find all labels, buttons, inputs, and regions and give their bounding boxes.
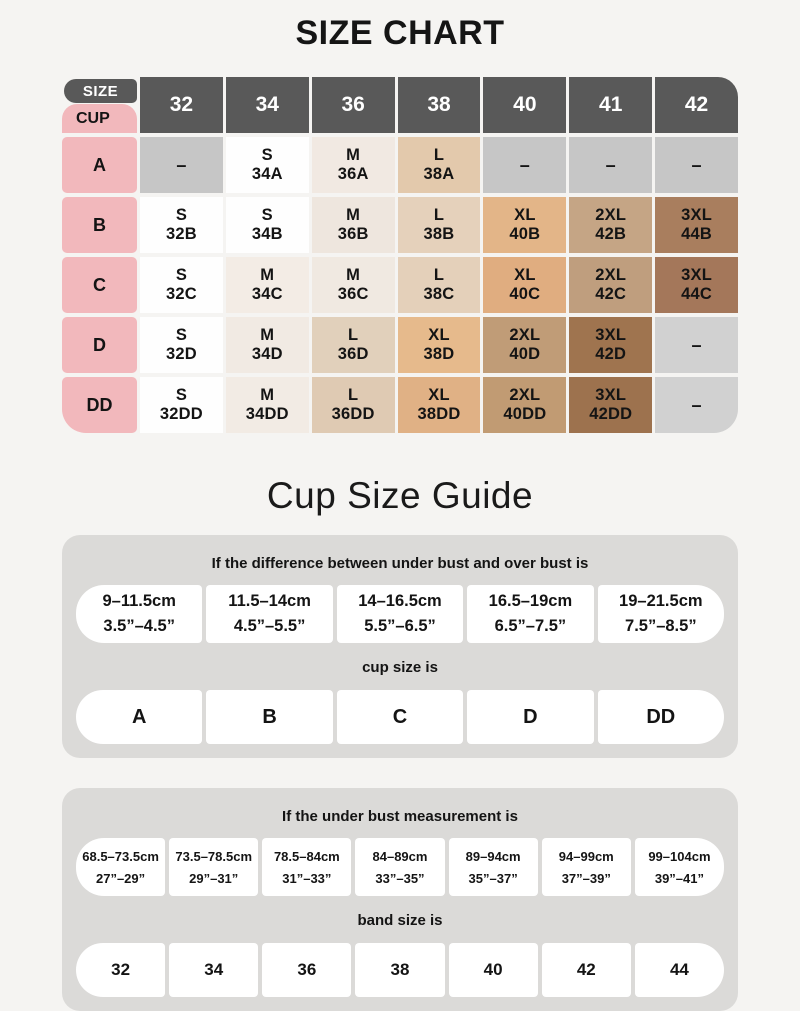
size-cell-40D: [483, 317, 566, 373]
size-cell-letter: L: [433, 266, 445, 285]
cup-letter-row: [76, 690, 724, 744]
size-cell-code: 36D: [337, 345, 369, 363]
difference-range-pill: [598, 585, 724, 643]
not-available-dash: –: [691, 334, 702, 355]
range-cm: 73.5–78.5cm: [175, 848, 253, 864]
under-bust-range-row: [76, 838, 724, 896]
range-inch: 35”–37”: [468, 870, 518, 886]
range-inch: 4.5”–5.5”: [233, 617, 306, 635]
band-size-pill-44: 44: [635, 943, 724, 997]
size-cell-code: 34D: [251, 345, 283, 363]
cup-difference-panel: [62, 535, 738, 758]
size-cell-32D: [140, 317, 223, 373]
size-cell-na-A-42: [655, 137, 738, 193]
difference-range-row: [76, 585, 724, 643]
band-size-pill-34: 34: [169, 943, 258, 997]
size-cell-40DD: [483, 377, 566, 433]
range-cm: 84–89cm: [372, 848, 428, 864]
size-cell-code: 42D: [595, 345, 627, 363]
table-corner-cell: [62, 77, 137, 133]
not-available-dash: –: [691, 154, 702, 175]
cup-letter-pill-D: D: [467, 690, 593, 744]
size-cell-42DD: [569, 377, 652, 433]
range-cm: 9–11.5cm: [102, 592, 176, 610]
size-cell-code: 44C: [681, 285, 712, 303]
size-cell-letter: M: [346, 146, 361, 165]
size-cell-44B: [655, 197, 738, 253]
size-cell-letter: L: [347, 326, 359, 345]
size-cell-34A: [226, 137, 309, 193]
band-size-pill-38: 38: [355, 943, 444, 997]
size-cell-code: 34DD: [245, 405, 289, 423]
size-cell-code: 32DD: [159, 405, 203, 423]
size-cell-letter: XL: [428, 386, 450, 405]
range-cm: 99–104cm: [648, 848, 711, 864]
size-cell-letter: S: [175, 326, 188, 345]
under-bust-heading: If the under bust measurement is: [282, 808, 518, 825]
size-cell-code: 32D: [165, 345, 197, 363]
size-cell-code: 38A: [423, 165, 455, 183]
size-cell-code: 32B: [165, 225, 197, 243]
size-cell-letter: S: [175, 386, 188, 405]
size-cell-code: 42B: [595, 225, 627, 243]
difference-range-pill: [467, 585, 593, 643]
range-inch: 3.5”–4.5”: [103, 617, 175, 635]
size-cell-code: 36B: [337, 225, 369, 243]
size-cell-38C: [398, 257, 481, 313]
size-cell-code: 44B: [681, 225, 712, 243]
range-inch: 39”–41”: [654, 870, 704, 886]
cup-guide-title: Cup Size Guide: [266, 475, 534, 516]
size-cell-34DD: [226, 377, 309, 433]
size-cell-40C: [483, 257, 566, 313]
band-size-row: [76, 943, 724, 997]
size-cell-38D: [398, 317, 481, 373]
band-measurement-panel: [62, 788, 738, 1011]
size-cell-code: 32C: [165, 285, 197, 303]
range-cm: 78.5–84cm: [273, 848, 340, 864]
band-header-34: 34: [226, 77, 309, 133]
size-cell-code: 38DD: [417, 405, 461, 423]
cup-row-label-C: C: [62, 257, 137, 313]
size-cell-36DD: [312, 377, 395, 433]
band-header-36: 36: [312, 77, 395, 133]
range-cm: 68.5–73.5cm: [82, 848, 159, 864]
size-cell-letter: M: [260, 326, 275, 345]
size-cell-letter: 2XL: [509, 386, 541, 405]
under-bust-range-pill: [169, 838, 258, 896]
size-cell-code: 34C: [251, 285, 283, 303]
size-cell-36B: [312, 197, 395, 253]
band-size-pill-42: 42: [542, 943, 631, 997]
range-inch: 27”–29”: [95, 870, 146, 886]
range-cm: 14–16.5cm: [358, 592, 442, 610]
size-cell-32B: [140, 197, 223, 253]
difference-range-pill: [76, 585, 202, 643]
size-cell-code: 38C: [423, 285, 455, 303]
not-available-dash: –: [605, 154, 616, 175]
size-cell-letter: M: [260, 266, 275, 285]
cup-letter-pill-B: B: [206, 690, 332, 744]
size-cell-letter: M: [260, 386, 275, 405]
not-available-dash: –: [691, 394, 702, 415]
size-cell-32DD: [140, 377, 223, 433]
band-header-42: 42: [655, 77, 738, 133]
size-cell-code: 38D: [423, 345, 455, 363]
band-size-pill-40: 40: [449, 943, 538, 997]
size-cell-36C: [312, 257, 395, 313]
size-cell-letter: 3XL: [681, 206, 712, 225]
under-bust-range-pill: [542, 838, 631, 896]
size-cell-34B: [226, 197, 309, 253]
range-inch: 7.5”–8.5”: [625, 617, 697, 635]
size-cell-letter: L: [347, 386, 359, 405]
band-size-is-label: band size is: [357, 912, 443, 929]
cup-difference-heading: If the difference between under bust and over bust is: [211, 555, 589, 572]
range-cm: 89–94cm: [465, 848, 521, 864]
size-cell-letter: M: [346, 206, 361, 225]
size-cell-34D: [226, 317, 309, 373]
band-size-pill-32: 32: [76, 943, 165, 997]
size-cell-letter: L: [433, 146, 445, 165]
band-header-32: 32: [140, 77, 223, 133]
size-cell-code: 42C: [595, 285, 627, 303]
cup-size-is-label: cup size is: [362, 659, 438, 676]
under-bust-range-pill: [355, 838, 444, 896]
size-cell-38B: [398, 197, 481, 253]
size-cell-38DD: [398, 377, 481, 433]
size-cell-42C: [569, 257, 652, 313]
not-available-dash: –: [519, 154, 530, 175]
difference-range-pill: [206, 585, 332, 643]
size-cell-letter: 2XL: [595, 206, 627, 225]
size-cell-na-DD-42: [655, 377, 738, 433]
range-inch: 5.5”–6.5”: [364, 617, 436, 635]
size-table: [62, 77, 738, 433]
range-inch: 37”–39”: [561, 870, 611, 886]
size-cell-38A: [398, 137, 481, 193]
size-cell-code: 40C: [509, 285, 541, 303]
size-cell-42B: [569, 197, 652, 253]
range-inch: 29”–31”: [189, 870, 239, 886]
range-cm: 94–99cm: [558, 848, 614, 864]
under-bust-range-pill: [262, 838, 351, 896]
size-cell-na-A-32: [140, 137, 223, 193]
under-bust-range-pill: [635, 838, 724, 896]
cup-letter-pill-C: C: [337, 690, 463, 744]
cup-header-pill: CUP: [62, 104, 137, 133]
size-cell-32C: [140, 257, 223, 313]
size-cell-na-A-41: [569, 137, 652, 193]
size-cell-letter: 3XL: [681, 266, 712, 285]
range-cm: 19–21.5cm: [619, 592, 703, 610]
band-header-38: 38: [398, 77, 481, 133]
size-cell-code: 36A: [337, 165, 369, 183]
size-cell-code: 34A: [251, 165, 283, 183]
size-cell-code: 38B: [423, 225, 455, 243]
size-cell-code: 34B: [251, 225, 283, 243]
size-cell-letter: S: [261, 206, 273, 225]
cup-letter-pill-A: A: [76, 690, 202, 744]
under-bust-range-pill: [76, 838, 165, 896]
size-cell-code: 42DD: [589, 405, 633, 423]
not-available-dash: –: [176, 154, 187, 175]
size-cell-code: 40D: [509, 345, 541, 363]
cup-row-label-D: D: [62, 317, 137, 373]
size-cell-letter: 3XL: [595, 326, 627, 345]
size-cell-letter: 3XL: [595, 386, 627, 405]
band-header-41: 41: [569, 77, 652, 133]
size-cell-44C: [655, 257, 738, 313]
size-cell-40B: [483, 197, 566, 253]
size-cell-letter: XL: [514, 266, 536, 285]
size-cell-letter: S: [175, 266, 188, 285]
range-cm: 11.5–14cm: [228, 592, 311, 610]
size-cell-letter: 2XL: [509, 326, 541, 345]
size-cell-36A: [312, 137, 395, 193]
size-header-pill: SIZE: [64, 79, 137, 103]
size-cell-code: 40B: [509, 225, 541, 243]
size-cell-letter: L: [433, 206, 445, 225]
size-cell-36D: [312, 317, 395, 373]
size-cell-letter: S: [261, 146, 273, 165]
cup-row-label-A: A: [62, 137, 137, 193]
size-cell-letter: XL: [514, 206, 536, 225]
range-inch: 31”–33”: [282, 870, 332, 886]
under-bust-range-pill: [449, 838, 538, 896]
size-cell-na-A-40: [483, 137, 566, 193]
band-header-40: 40: [483, 77, 566, 133]
range-inch: 33”–35”: [375, 870, 425, 886]
size-cell-42D: [569, 317, 652, 373]
difference-range-pill: [337, 585, 463, 643]
size-cell-letter: 2XL: [595, 266, 627, 285]
page-title: SIZE CHART: [295, 14, 505, 52]
band-size-pill-36: 36: [262, 943, 351, 997]
size-cell-na-D-42: [655, 317, 738, 373]
size-cell-code: 40DD: [503, 405, 547, 423]
size-cell-code: 36C: [337, 285, 369, 303]
size-cell-letter: M: [346, 266, 361, 285]
range-inch: 6.5”–7.5”: [494, 617, 567, 635]
range-cm: 16.5–19cm: [488, 592, 573, 610]
size-cell-letter: XL: [428, 326, 450, 345]
cup-row-label-DD: DD: [62, 377, 137, 433]
size-cell-letter: S: [175, 206, 188, 225]
cup-letter-pill-DD: DD: [598, 690, 724, 744]
size-cell-code: 36DD: [331, 405, 375, 423]
cup-row-label-B: B: [62, 197, 137, 253]
size-cell-34C: [226, 257, 309, 313]
